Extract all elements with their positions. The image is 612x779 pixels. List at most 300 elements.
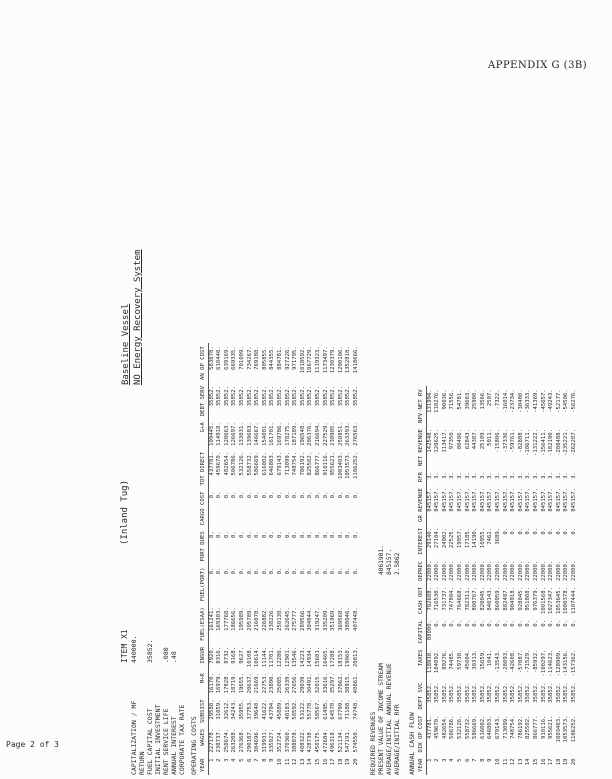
cash-flow-cell: 716530. <box>434 587 441 611</box>
operating-cell: 304044. <box>307 607 314 631</box>
operating-cell: 35852. <box>208 385 215 407</box>
required-value <box>370 545 378 575</box>
operating-cell: 0. <box>276 567 283 575</box>
operating-cell: 177768. <box>223 607 230 631</box>
operating-cell: 769188. <box>254 346 261 370</box>
cash-flow-cell: 845157. <box>464 488 471 512</box>
operating-cell: 335209. <box>322 607 329 631</box>
cash-flow-cell: 35852. <box>532 682 539 703</box>
operating-cell: 4 <box>231 758 238 762</box>
cash-flow-cell: 0. <box>548 619 555 627</box>
operating-cell: 304696. <box>254 728 261 753</box>
operating-cell: 126697. <box>231 422 238 446</box>
required-line: AVERAGE/INITIAL ANNUAL REVENUE <box>386 663 393 775</box>
operating-cell: 0. <box>307 567 314 575</box>
cash-flow-cell: 1027347. <box>548 587 555 614</box>
operating-cell: 0. <box>322 491 329 499</box>
operating-cell: 319247. <box>314 607 321 631</box>
cash-flow-cell: -41369. <box>532 389 539 413</box>
required-value: 845157. <box>386 548 393 575</box>
operating-cell: 14934. <box>307 646 314 668</box>
operating-cell: 169786. <box>276 422 283 446</box>
cash-flow-cell: 0. <box>517 619 524 627</box>
cash-flow-cell: -235221. <box>563 429 570 456</box>
cash-flow-cell: 35852. <box>472 682 479 703</box>
cash-flow-cell: 928045. <box>517 587 524 611</box>
operating-cell: 39640. <box>254 699 261 720</box>
operating-cell: 532126. <box>238 451 245 476</box>
cash-flow-cell: 3. <box>434 472 441 479</box>
operating-cell: 250138. <box>276 607 283 631</box>
operating-cell: 1067729. <box>307 346 314 374</box>
cash-flow-cell: 54781. <box>456 389 463 410</box>
cash-flow-column-header: NPV-NET RV <box>418 386 426 426</box>
operating-cell: 16979. <box>216 673 223 694</box>
cash-flow-cell: 459670. <box>434 715 441 740</box>
cash-flow-cell: 35852. <box>434 682 441 703</box>
operating-cell: 35852. <box>330 385 337 407</box>
operating-cell: 369568. <box>337 607 344 631</box>
cash-flow-cell: 14190. <box>472 527 479 549</box>
operating-cell: 0. <box>254 491 261 499</box>
operating-cell: 263208. <box>231 728 238 753</box>
operating-cell: 0. <box>314 531 321 538</box>
cash-flow-column-header: CASH OUT <box>418 584 426 617</box>
cash-flow-cell: 35852. <box>548 682 555 703</box>
cash-flow-cell: 30313. <box>472 649 479 670</box>
cash-flow-cell: 8 <box>479 758 486 762</box>
operating-cell: 40861. <box>352 673 359 694</box>
operating-column-header: WAGES <box>200 726 208 756</box>
capital-label: INITIAL INVESTMENT <box>154 704 162 775</box>
operating-column-header: DEBT SERV <box>200 383 208 419</box>
cash-flow-cell: 0. <box>464 619 471 627</box>
operating-cell: 33616. <box>322 673 329 694</box>
operating-cell: 0. <box>238 491 245 499</box>
capital-label: RETURN <box>138 751 146 775</box>
operating-cell: 955621. <box>330 451 337 476</box>
cash-flow-cell: 845157. <box>494 488 501 512</box>
operating-cell: 9168. <box>231 646 238 664</box>
capital-value <box>178 636 186 663</box>
operating-cell: 238905. <box>330 422 337 446</box>
cash-flow-cell: 5011. <box>487 429 494 446</box>
operating-cell: 10614. <box>254 646 261 668</box>
operating-cell: 276368. <box>238 728 245 753</box>
operating-cell: 388046. <box>345 607 352 631</box>
cash-flow-cell: 0. <box>449 619 456 627</box>
operating-row <box>262 343 270 775</box>
cash-flow-cell: 0. <box>540 527 547 535</box>
cash-flow-column-header: INTEREST <box>418 525 426 558</box>
cash-flow-cell: 128625. <box>434 429 441 453</box>
operating-row <box>345 343 353 775</box>
cash-flow-cell: 110276. <box>434 389 441 413</box>
operating-cell: 0. <box>216 567 223 575</box>
cash-flow-cell: 15 <box>532 758 539 766</box>
cash-flow-cell: 532126. <box>456 715 463 740</box>
cash-flow-cell: -106711. <box>525 429 532 456</box>
operating-cell: 74748. <box>352 699 359 720</box>
cash-flow-cell: 80486. <box>456 429 463 450</box>
operating-cell: 786192. <box>299 451 306 476</box>
operating-cell: 0. <box>314 491 321 499</box>
operating-cell: 35852. <box>216 385 223 407</box>
cash-flow-cell: -59761. <box>510 429 517 453</box>
cash-flow-cell: 118930. <box>426 649 433 674</box>
operating-cell: 0. <box>292 491 299 499</box>
operating-column-header: YEAR <box>200 756 208 775</box>
operating-cell: 289566. <box>299 607 306 631</box>
document-title: (Inland Tug) <box>120 479 130 545</box>
cash-flow-cell: 1080378. <box>563 587 570 614</box>
cash-flow-cell: 0. <box>479 619 486 627</box>
operating-cell: 1352818. <box>345 346 352 374</box>
cash-flow-cell: 0. <box>555 619 562 627</box>
required-value: 4061901. <box>378 545 385 575</box>
cash-flow-cell: 3. <box>570 472 577 479</box>
operating-cell: 1003403. <box>337 451 344 479</box>
operating-cell: 205789. <box>246 607 253 631</box>
vessel-name: Baseline Vessel <box>121 303 131 385</box>
operating-cell: 1053573. <box>345 451 352 479</box>
cash-flow-cell: 0. <box>510 619 517 627</box>
operating-cell: 0. <box>299 491 306 499</box>
operating-cell: 2 <box>216 758 223 762</box>
cash-flow-cell: -82888. <box>517 429 524 453</box>
cash-flow-cell: 1053573. <box>563 715 570 743</box>
operating-cell: 971795. <box>292 346 299 370</box>
operating-cell: 10108. <box>246 646 253 668</box>
operating-cell: 290187. <box>246 728 253 753</box>
operating-cell: 0. <box>223 491 230 499</box>
cash-flow-cell: 22000. <box>472 560 479 582</box>
operating-cell: 19060. <box>345 646 352 668</box>
operating-cell: 16 <box>322 758 329 766</box>
operating-cell: 35852. <box>284 385 291 407</box>
cash-flow-cell: 3. <box>563 472 570 479</box>
operating-cell: 169303. <box>216 607 223 631</box>
operating-cell: 196548. <box>299 422 306 446</box>
operating-cell: 20637. <box>246 673 253 694</box>
cash-flow-cell: 113417. <box>441 429 448 453</box>
operating-cell: 0. <box>292 567 299 575</box>
cash-flow-cell: -36333. <box>525 389 532 413</box>
operating-cell: 35852. <box>352 385 359 407</box>
operating-cell: 43704. <box>269 699 276 720</box>
required-line: AVERAGE/INITIAL RFR <box>394 704 401 775</box>
operating-cell: 0. <box>284 491 291 499</box>
cash-flow-cell: 976379. <box>532 587 539 611</box>
operating-cell: 1173497. <box>322 346 329 374</box>
cash-flow-row <box>426 386 434 775</box>
cash-flow-row <box>518 386 526 775</box>
operating-cell: 12901. <box>284 646 291 668</box>
operating-cell: 10 <box>276 758 283 766</box>
operating-cell: 0. <box>261 567 268 575</box>
cash-flow-cell: 89276. <box>441 649 448 670</box>
operating-cell: 38915. <box>345 673 352 694</box>
cash-flow-cell: 0. <box>502 527 509 535</box>
operating-cell: 0. <box>246 491 253 499</box>
operating-column-header: FUEL(PORT) <box>200 565 208 605</box>
operating-column-header: PORT DUES <box>200 528 208 564</box>
cash-flow-cell: 35852. <box>464 682 471 703</box>
operating-cell: 558732. <box>246 451 253 476</box>
operating-row <box>216 343 224 775</box>
operating-cell: 35852. <box>345 385 352 407</box>
operating-cell: 910116. <box>322 451 329 476</box>
cash-flow-cell: 0. <box>563 527 570 535</box>
capital-values <box>130 636 186 663</box>
cash-flow-cell: 845157. <box>548 488 555 512</box>
operating-cell: 58567. <box>314 699 321 720</box>
cash-flow-cell: -56276. <box>570 389 577 413</box>
operating-row <box>247 343 255 775</box>
cash-flow-cell: 44387. <box>472 429 479 450</box>
cash-flow-cell: 0. <box>487 619 494 627</box>
operating-column-header: FUEL(ESAA) <box>200 604 208 644</box>
cash-flow-column-header: CAPITAL <box>418 617 426 647</box>
cash-flow-cell: 22000. <box>510 560 517 582</box>
operating-cell: 0. <box>208 567 215 575</box>
cash-flow-cell: 845157. <box>525 488 532 512</box>
cash-flow-table <box>418 386 578 775</box>
cash-flow-cell: 0. <box>555 527 562 535</box>
capital-value <box>154 636 162 663</box>
operating-cell: 0. <box>208 531 215 538</box>
operating-column-header: INSUR <box>200 644 208 670</box>
cash-flow-cell: 860959. <box>494 587 501 611</box>
page-number: Page 2 of 3 <box>6 740 59 749</box>
operating-cell: 19655. <box>238 673 245 694</box>
operating-cell: 216078. <box>254 607 261 631</box>
cash-flow-cell: 437781. <box>426 715 433 740</box>
operating-cell: 14 <box>307 758 314 766</box>
cash-flow-cell: 45004. <box>464 649 471 670</box>
operating-cell: 35852. <box>322 385 329 407</box>
cash-flow-cell: 3. <box>540 472 547 479</box>
operating-cell: 1 <box>208 758 215 762</box>
cash-flow-cell: 1053645. <box>555 587 562 614</box>
cash-flow-cell: 35852. <box>426 682 433 703</box>
cash-flow-cell: 35852. <box>449 682 456 703</box>
operating-cell: 450175. <box>314 728 321 753</box>
cash-flow-cell: 97350. <box>449 429 456 450</box>
cash-flow-cell: 3689. <box>494 527 501 545</box>
operating-cell: 0. <box>307 531 314 538</box>
operating-cell: 238737. <box>216 728 223 753</box>
capital-value: 440000. <box>130 635 138 663</box>
capital-label: RENT SERVICE LIFE <box>162 708 170 775</box>
operating-cell: 506786. <box>231 451 238 476</box>
cash-flow-cell: 11 <box>502 758 509 766</box>
operating-cell: 154001. <box>261 422 268 446</box>
cash-flow-cell: 16 <box>540 758 547 766</box>
operating-cell: 0. <box>269 567 276 575</box>
operating-cell: 646803. <box>269 451 276 476</box>
operating-row <box>323 343 331 775</box>
cash-flow-cell: 22000. <box>464 560 471 582</box>
cash-flow-cell: 646803. <box>487 715 494 740</box>
operating-cell: 139683. <box>246 422 253 446</box>
cash-flow-cell: 482654. <box>441 715 448 740</box>
operating-cell: 17 <box>330 758 337 766</box>
cash-flow-row <box>442 386 450 775</box>
operating-row <box>338 343 346 775</box>
cash-flow-cell: 19 <box>563 758 570 766</box>
cash-flow-cell: 764668. <box>456 587 463 611</box>
operating-row <box>231 343 239 775</box>
operating-cell: 17828. <box>223 673 230 694</box>
cash-flow-cell: 13 <box>517 758 524 766</box>
cash-flow-cell: 845157. <box>540 488 547 512</box>
cash-flow-cell: 845157. <box>456 488 463 512</box>
cash-flow-cell: -71529. <box>525 649 532 674</box>
operating-cell: 20 <box>352 758 359 766</box>
operating-cell: 0. <box>307 491 314 499</box>
operating-cell: 0. <box>246 531 253 538</box>
operating-column-header: CARGO COST <box>200 489 208 529</box>
cash-flow-cell: 0. <box>456 619 463 627</box>
operating-cell: 0. <box>269 491 276 499</box>
cash-flow-cell: -28093. <box>502 649 509 674</box>
operating-column-header: G+A <box>200 419 208 449</box>
cash-flow-cell: 22000. <box>434 560 441 582</box>
cash-flow-cell: 845157. <box>570 488 577 512</box>
operating-cell: 61495. <box>322 699 329 720</box>
cash-flow-cell: 840143. <box>487 587 494 611</box>
operating-cell: 3 <box>223 758 230 762</box>
cash-flow-column-header: YEAR <box>418 756 426 775</box>
operating-cell: 109445. <box>208 422 215 446</box>
operating-cell: 748754. <box>292 451 299 476</box>
cash-flow-cell: 679143. <box>494 715 501 740</box>
cash-flow-cell: 702608. <box>426 587 433 611</box>
cash-flow-cell: 845157. <box>434 488 441 512</box>
operating-cell: 0. <box>337 567 344 575</box>
operating-cell: 459670. <box>216 451 223 476</box>
cash-flow-cell: 845157. <box>555 488 562 512</box>
cash-flow-cell: 3. <box>472 472 479 479</box>
operating-cell: 17288. <box>330 646 337 668</box>
cash-flow-cell: 3. <box>449 472 456 479</box>
cash-flow-cell: -131222. <box>532 429 539 456</box>
cash-flow-cell: -52177. <box>555 389 562 413</box>
operating-cell: 0. <box>337 531 344 538</box>
operating-cell: 133031. <box>238 422 245 446</box>
operating-cell: 0. <box>231 531 238 538</box>
cash-flow-cell: 10 <box>494 758 501 766</box>
operating-cell: 0. <box>352 491 359 499</box>
operating-cell: 23890. <box>269 673 276 694</box>
cash-flow-cell: 0. <box>517 527 524 535</box>
cash-flow-cell: 845157. <box>487 488 494 512</box>
operating-cell: 27656. <box>292 673 299 694</box>
operating-cell: 0. <box>299 567 306 575</box>
operating-cell: 0. <box>330 491 337 499</box>
cash-flow-cell: 22525. <box>449 527 456 549</box>
operating-cell: 31059. <box>216 699 223 720</box>
operating-cell: 41622. <box>261 699 268 720</box>
operating-cell: 884781. <box>276 346 283 370</box>
operating-cell: 35852. <box>254 385 261 407</box>
operating-cell: 0. <box>292 531 299 538</box>
operating-cell: 472684. <box>322 728 329 753</box>
operating-cell: 547191. <box>345 728 352 753</box>
cash-flow-cell: 3. <box>532 472 539 479</box>
operating-cell: 35852. <box>223 385 230 407</box>
capital-labels <box>130 701 186 775</box>
cash-flow-cell: 19957. <box>456 527 463 549</box>
cash-flow-row <box>541 386 549 775</box>
operating-cell: 0. <box>314 567 321 575</box>
operating-costs-label: OPERATING COSTS <box>190 716 198 775</box>
cash-flow-cell: 131994. <box>426 389 433 413</box>
cash-flow-cell: 0. <box>494 619 501 627</box>
cash-flow-cell: -13543. <box>494 649 501 674</box>
cash-flow-cell: 20 <box>570 758 577 766</box>
cash-flow-cell: 3. <box>464 472 471 479</box>
operating-cell: 5 <box>238 758 245 762</box>
operating-cell: 0. <box>284 567 291 575</box>
operating-cell: 0. <box>299 531 306 538</box>
cash-flow-column-header: TAXES <box>418 647 426 680</box>
system-name: NO Energy Recovery System <box>133 249 143 385</box>
cash-flow-cell: 845157. <box>479 488 486 512</box>
cash-flow-cell: 1041. <box>487 649 494 667</box>
cash-flow-cell: 2507. <box>487 389 494 407</box>
cash-flow-column-header: DEPREC <box>418 558 426 584</box>
operating-cell: 0. <box>216 531 223 538</box>
operating-row <box>239 343 247 775</box>
cash-flow-cell: 35852. <box>525 682 532 703</box>
capital-label: CORPORATE TAX RATE <box>178 704 186 775</box>
cash-flow-cell: 22000. <box>517 560 524 582</box>
cash-flow-row <box>487 386 495 775</box>
operating-cell: 586669. <box>254 451 261 476</box>
capital-label: ANNUAL INTEREST <box>170 716 178 775</box>
cash-flow-cell: 88000. <box>426 619 433 641</box>
operating-cell: 64570. <box>330 699 337 720</box>
operating-cell: 238226. <box>269 607 276 631</box>
operating-row <box>208 343 216 775</box>
cash-flow-cell: 13566. <box>479 389 486 410</box>
cash-flow-cell: 910116. <box>540 715 547 740</box>
cash-flow-cell: -42608. <box>510 649 517 674</box>
operating-cell: 0. <box>261 491 268 499</box>
operating-cell: 408322. <box>299 728 306 753</box>
cash-flow-cell: -7322. <box>494 389 501 410</box>
operating-cell: 11144. <box>261 646 268 668</box>
operating-cell: 734267. <box>246 346 253 370</box>
cash-flow-cell: 3. <box>479 472 486 479</box>
operating-cell: 388878. <box>292 728 299 753</box>
cash-flow-cell: 22000. <box>441 560 448 582</box>
cash-flow-cell: 35852. <box>494 682 501 703</box>
operating-cell: 0. <box>269 531 276 538</box>
cash-flow-cell: 17185. <box>464 527 471 549</box>
cash-flow-row <box>533 386 541 775</box>
cash-flow-cell: 748754. <box>510 715 517 740</box>
cash-flow-cell: 22000. <box>487 560 494 582</box>
operating-cell: 206376. <box>307 422 314 446</box>
cash-flow-cell: -45657. <box>540 389 547 413</box>
operating-cell: 583078. <box>208 346 215 370</box>
operating-cell: 45889. <box>276 699 283 720</box>
capital-value <box>138 636 146 663</box>
operating-cell: 186656. <box>231 607 238 631</box>
